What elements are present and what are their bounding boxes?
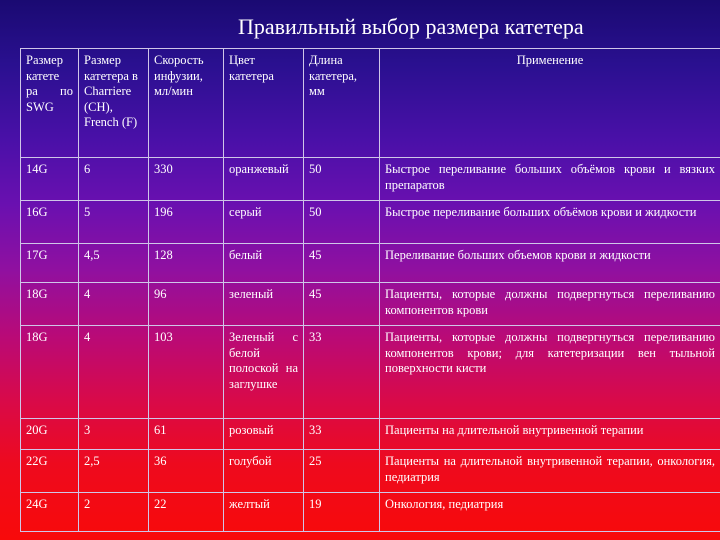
cell-usage: Пациенты на длительной внутривенной терапии [380,419,720,450]
header-swg: Размер катете ра по SWG [21,49,79,158]
table-row [21,493,720,532]
cell-rate: 330 [149,158,224,201]
cell-color: желтый [224,493,304,532]
cell-charriere: 5 [79,201,149,244]
table-row [21,326,720,419]
cell-usage: Пациенты на длительной внутривенной терапии, онкология, педиатрия [380,450,720,493]
cell-swg: 18G [21,283,79,326]
cell-color: Зеленый с белой полоской на заглушке [224,326,304,419]
cell-color: розовый [224,419,304,450]
cell-length: 45 [304,244,380,283]
header-usage: Применение [380,49,720,158]
cell-length: 50 [304,201,380,244]
slide-title: Правильный выбор размера катетера [238,14,584,39]
cell-color: серый [224,201,304,244]
cell-swg: 18G [21,326,79,419]
cell-length: 33 [304,326,380,419]
cell-length: 50 [304,158,380,201]
cell-usage: Переливание больших объемов крови и жидкости [380,244,720,283]
cell-charriere: 2 [79,493,149,532]
table-header-row [21,49,720,158]
cell-usage: Быстрое переливание больших объёмов крови и жидкости [380,201,720,244]
cell-rate: 22 [149,493,224,532]
cell-rate: 196 [149,201,224,244]
cell-color: зеленый [224,283,304,326]
cell-swg: 24G [21,493,79,532]
cell-length: 45 [304,283,380,326]
cell-rate: 103 [149,326,224,419]
cell-color: оранжевый [224,158,304,201]
cell-swg: 22G [21,450,79,493]
cell-charriere: 3 [79,419,149,450]
cell-length: 33 [304,419,380,450]
cell-charriere: 4,5 [79,244,149,283]
cell-swg: 20G [21,419,79,450]
cell-rate: 36 [149,450,224,493]
cell-swg: 14G [21,158,79,201]
cell-usage: Пациенты, которые должны подвергнуться переливанию компонентов крови [380,283,720,326]
catheter-size-table [20,48,720,532]
cell-swg: 16G [21,201,79,244]
cell-charriere: 2,5 [79,450,149,493]
cell-swg: 17G [21,244,79,283]
cell-rate: 61 [149,419,224,450]
cell-rate: 96 [149,283,224,326]
cell-charriere: 4 [79,326,149,419]
cell-usage: Онкология, педиатрия [380,493,720,532]
cell-charriere: 6 [79,158,149,201]
cell-length: 19 [304,493,380,532]
table-row [21,201,720,244]
cell-length: 25 [304,450,380,493]
table-row [21,283,720,326]
header-color: Цвет катетера [224,49,304,158]
table-row [21,158,720,201]
cell-usage: Быстрое переливание больших объёмов крови и вязких препаратов [380,158,720,201]
table-row [21,244,720,283]
cell-usage: Пациенты, которые должны подвергнуться переливанию компонентов крови; для катетеризации вен тыльной поверхности кисти [380,326,720,419]
header-length: Длина катетера, мм [304,49,380,158]
cell-color: белый [224,244,304,283]
cell-charriere: 4 [79,283,149,326]
header-charriere: Размер катетера в Charriere (CH), French (F) [79,49,149,158]
table-row [21,419,720,450]
cell-color: голубой [224,450,304,493]
table-row [21,450,720,493]
header-rate: Скорость инфузии, мл/мин [149,49,224,158]
cell-rate: 128 [149,244,224,283]
